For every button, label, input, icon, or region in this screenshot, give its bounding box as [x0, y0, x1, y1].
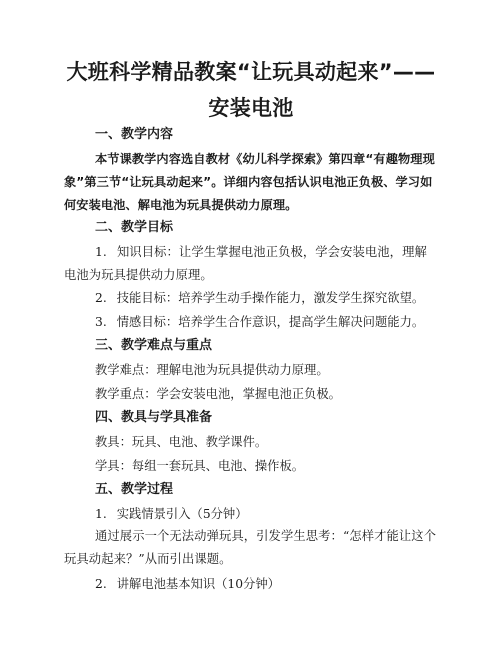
- goal-item-text: 情感目标：培养学生合作意识，提高学生解决问题能力。: [116, 315, 425, 329]
- document-title: 大班科学精品教案“让玩具动起来”——安装电池: [66, 60, 436, 120]
- section-heading-key-points: 三、教学难点与重点: [95, 338, 213, 353]
- difficulty-line: 教学难点：理解电池为玩具提供动力原理。: [95, 363, 329, 377]
- process-step-1-body: 通过展示一个无法动弹玩具，引发学生思考：“怎样才能让这个玩具动起来？”从而引出课题。: [64, 529, 437, 566]
- section-body-teaching-content: 本节课教学内容选自教材《幼儿科学探索》第四章“有趣物理现象”第三节“让玩具动起来”。详细内容包括认识电池正负极、学习如何安装电池、解电池为玩具提供动力原理。: [64, 152, 435, 212]
- goal-item-knowledge: [64, 241, 438, 287]
- process-step-text: 讲解电池基本知识（10分钟）: [116, 577, 280, 591]
- goal-item-number: 1.: [95, 245, 107, 259]
- section-heading-teaching-content: 一、教学内容: [95, 127, 174, 142]
- goal-item-text: 技能目标：培养学生动手操作能力，激发学生探究欲望。: [116, 291, 425, 305]
- process-step-number: 2.: [95, 577, 107, 591]
- process-step-2: [95, 575, 280, 593]
- goal-item-emotion: [95, 313, 424, 331]
- section-heading-materials: 四、教具与学具准备: [95, 410, 213, 425]
- goal-item-text: 知识目标：让学生掌握电池正负极，学会安装电池，理解电池为玩具提供动力原理。: [64, 245, 427, 282]
- goal-item-number: 3.: [95, 315, 107, 329]
- section-heading-teaching-goals: 二、教学目标: [95, 220, 174, 235]
- teaching-aids-line: 教具：玩具、电池、教学课件。: [95, 435, 268, 449]
- process-step-text: 实践情景引入（5分钟）: [116, 507, 248, 521]
- section-heading-process: 五、教学过程: [95, 482, 174, 497]
- goal-item-skill: [95, 289, 424, 307]
- student-materials-line: 学具：每组一套玩具、电池、操作板。: [95, 459, 305, 473]
- focus-line: 教学重点：学会安装电池，掌握电池正负极。: [95, 387, 341, 401]
- process-step-1: [95, 505, 248, 523]
- goal-item-number: 2.: [95, 291, 107, 305]
- process-step-number: 1.: [95, 507, 107, 521]
